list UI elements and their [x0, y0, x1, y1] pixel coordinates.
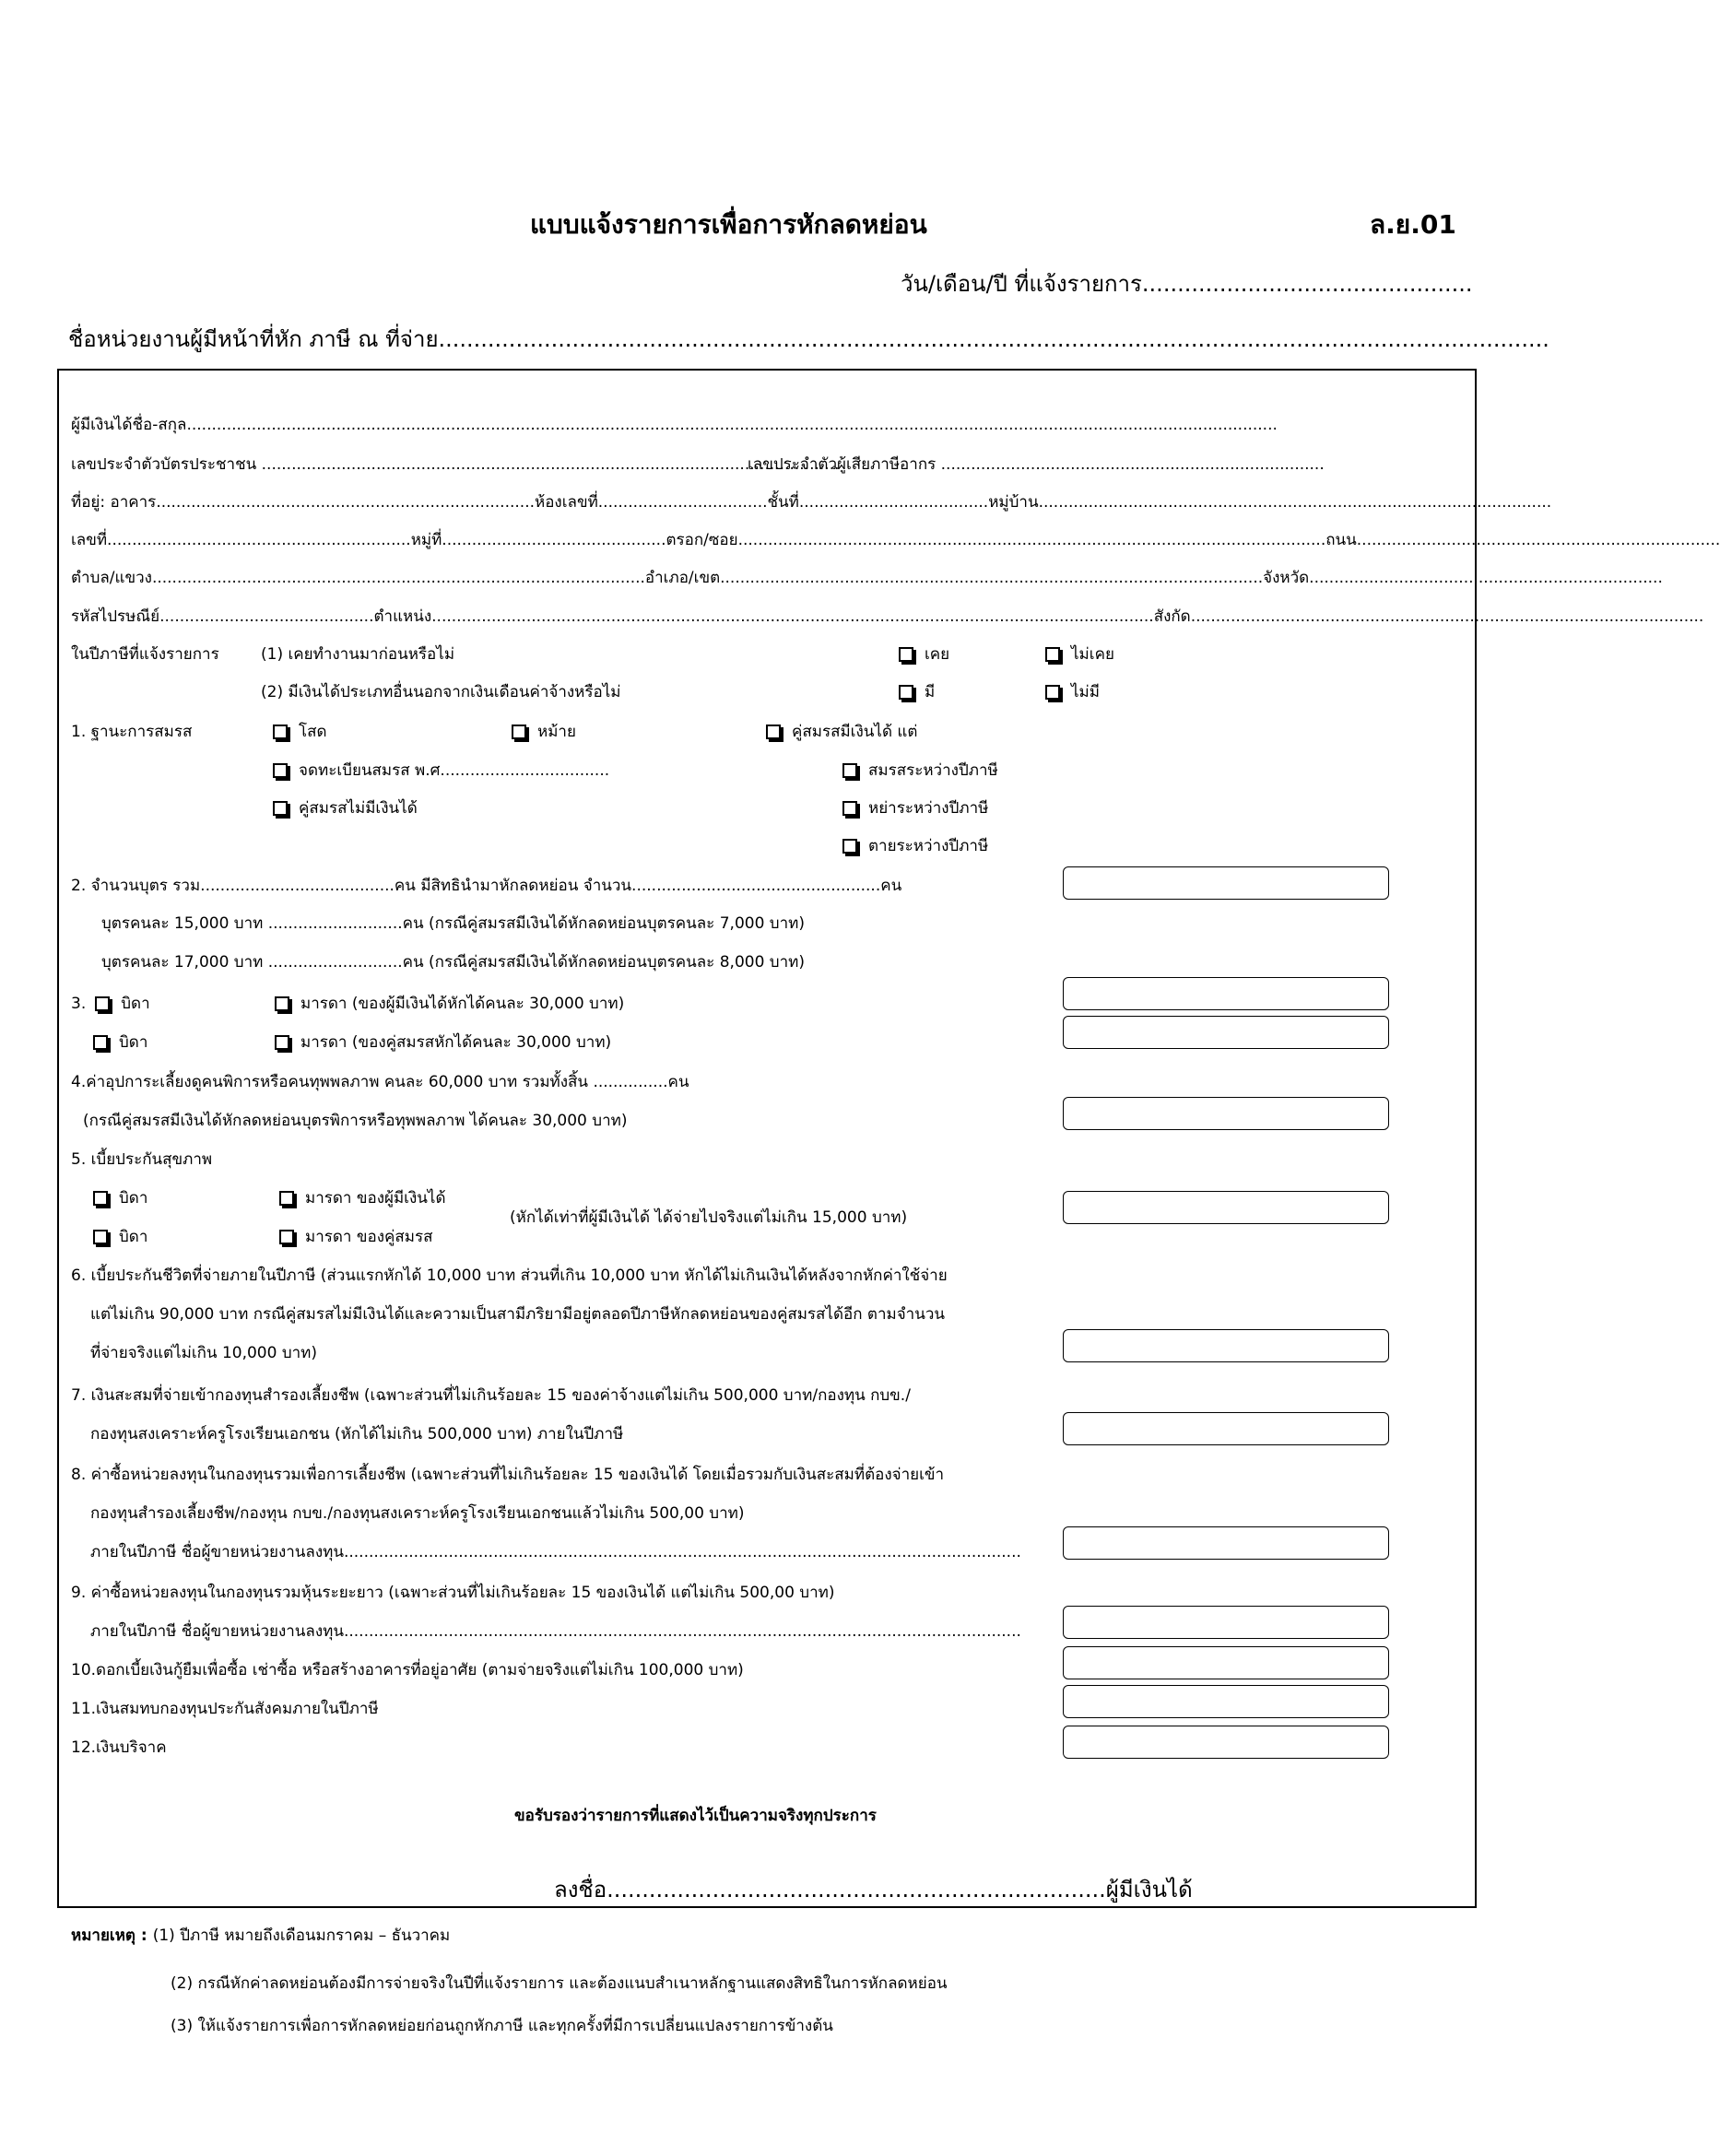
checkbox[interactable]	[899, 647, 913, 662]
q1-no-option[interactable]: ไม่เคย	[1045, 642, 1114, 666]
died-during-option[interactable]: ตายระหว่างปีภาษี	[842, 833, 988, 858]
form-code: ล.ย.01	[1370, 209, 1456, 240]
children-line-2[interactable]: บุตรคนละ 15,000 บาท ...........................คน (กรณีคู่สมรสมีเงินได้หักลดหย่อนบุตรคนละ 7,000 บาท)	[101, 914, 805, 933]
registered-option[interactable]: จดทะเบียนสมรส พ.ศ..................................	[273, 758, 609, 783]
form-title: แบบแจ้งรายการเพื่อการหักลดหย่อน	[530, 209, 927, 240]
question-1: (1) เคยทำงานมาก่อนหรือไม่	[261, 645, 455, 664]
checkbox[interactable]	[842, 801, 857, 816]
notes-line-1: หมายเหตุ : (1) ปีภาษี หมายถึงเดือนมกราคม – ธันวาคม	[71, 1926, 451, 1945]
amount-box-2[interactable]	[1063, 866, 1389, 900]
checkbox[interactable]	[275, 1035, 289, 1050]
checkbox[interactable]	[842, 763, 857, 778]
health-label: 5. เบี้ยประกันสุขภาพ	[71, 1150, 213, 1169]
amount-box-10[interactable]	[1063, 1646, 1389, 1679]
rmf-line-2: กองทุนสำรองเลี้ยงชีพ/กองทุน กบข./กองทุนสงเคราะห์ครูโรงเรียนเอกชนแล้วไม่เกิน 500,00 บาท)	[90, 1504, 745, 1523]
donation-line: 12.เงินบริจาค	[71, 1738, 167, 1757]
address-line-4[interactable]: รหัสไปรษณีย์...........................................ตำแหน่ง.................................................................................................................................................สังกัด.......................................................................................................	[71, 607, 1704, 626]
checkbox[interactable]	[93, 1191, 108, 1206]
certify-text: ขอรับรองว่ารายการที่แสดงไว้เป็นความจริงทุกประการ	[514, 1807, 877, 1825]
life-insurance-line-3: ที่จ่ายจริงแต่ไม่เกิน 10,000 บาท)	[90, 1344, 318, 1362]
health-mother-spouse-option[interactable]: มารดา ของคู่สมรส	[279, 1224, 432, 1249]
checkbox[interactable]	[275, 996, 289, 1011]
spouse-no-income-option[interactable]: คู่สมรสไม่มีเงินได้	[273, 795, 418, 820]
amount-box-8[interactable]	[1063, 1526, 1389, 1560]
checkbox[interactable]	[273, 763, 288, 778]
checkbox[interactable]	[1045, 685, 1060, 700]
checkbox[interactable]	[93, 1230, 108, 1244]
mother-spouse-option[interactable]: มารดา (ของคู่สมรสหักได้คนละ 30,000 บาท)	[275, 1030, 611, 1054]
question-2: (2) มีเงินได้ประเภทอื่นนอกจากเงินเดือนค่าจ้างหรือไม่	[261, 683, 621, 701]
parents-own-row: 3. บิดา	[71, 995, 150, 1013]
q2-yes-option[interactable]: มี	[899, 679, 935, 704]
disabled-line-1[interactable]: 4.ค่าอุปการะเลี้ยงดูคนพิการหรือคนทุพพลภาพ คนละ 60,000 บาท รวมทั้งสิ้น ...............คน	[71, 1073, 689, 1091]
rmf-line-3[interactable]: ภายในปีภาษี ชื่อผู้ขายหน่วยงานลงทุน........................................................................................................................................	[90, 1543, 1021, 1561]
q1-yes-option[interactable]: เคย	[899, 642, 949, 666]
amount-box-6[interactable]	[1063, 1329, 1389, 1362]
amount-box-7[interactable]	[1063, 1412, 1389, 1445]
health-note: (หักได้เท่าที่ผู้มีเงินได้ ได้จ่ายไปจริงแต่ไม่เกิน 15,000 บาท)	[510, 1208, 908, 1227]
married-during-option[interactable]: สมรสระหว่างปีภาษี	[842, 758, 998, 783]
children-line-3[interactable]: บุตรคนละ 17,000 บาท ...........................คน (กรณีคู่สมรสมีเงินได้หักลดหย่อนบุตรคนละ 8,000 บาท)	[101, 953, 805, 972]
name-field[interactable]: ผู้มีเงินได้ชื่อ-สกุล...........................................................................................................................................................................................................................	[71, 416, 1278, 434]
provident-line-1: 7. เงินสะสมที่จ่ายเข้ากองทุนสำรองเลี้ยงชีพ (เฉพาะส่วนที่ไม่เกินร้อยละ 15 ของค่าจ้างแต่ไม่เกิน 500,000 บาท/กองทุน กบข./	[71, 1386, 911, 1405]
health-mother-own-option[interactable]: มารดา ของผู้มีเงินได้	[279, 1185, 446, 1210]
life-insurance-line-2: แต่ไม่เกิน 90,000 บาท กรณีคู่สมรสไม่มีเงินได้และความเป็นสามีภริยามีอยู่ตลอดปีภาษีหักลดหย่อนของคู่สมรสได้อีก ตามจำนวน	[90, 1305, 945, 1324]
checkbox[interactable]	[93, 1035, 108, 1050]
tax-id-field[interactable]: เลขประจำตัวผู้เสียภาษีอากร .............................................................................	[748, 455, 1325, 474]
address-line-3[interactable]: ตำบล/แขวง...................................................................................................อำเภอ/เขต.............................................................................................................จังหวัด.......................................................................	[71, 569, 1663, 587]
checkbox[interactable]	[95, 996, 110, 1011]
spouse-income-option[interactable]: คู่สมรสมีเงินได้ แต่	[766, 719, 917, 744]
address-line-2[interactable]: เลขที่.............................................................หมู่ที่.............................................ตรอก/ซอย......................................................................................................................ถนน.........................................................................	[71, 531, 1720, 549]
id-card-field[interactable]: เลขประจำตัวบัตรประชาชน ....................................................................................................................	[71, 455, 840, 474]
notes-line-2: (2) กรณีหักค่าลดหย่อนต้องมีการจ่ายจริงในปีที่แจ้งรายการ และต้องแนบสำเนาหลักฐานแสดงสิทธิในการหักลดหย่อน	[171, 1974, 948, 1993]
amount-box-4[interactable]	[1063, 1097, 1389, 1130]
mother-own-option[interactable]: มารดา (ของผู้มีเงินได้หักได้คนละ 30,000 บาท)	[275, 991, 624, 1016]
checkbox[interactable]	[766, 725, 781, 739]
marital-label: 1. ฐานะการสมรส	[71, 723, 193, 741]
signature-field[interactable]: ลงชื่อ.......................................................................ผู้มีเงินได้	[554, 1877, 1193, 1903]
amount-box-5[interactable]	[1063, 1191, 1389, 1224]
checkbox[interactable]	[1045, 647, 1060, 662]
provident-line-2: กองทุนสงเคราะห์ครูโรงเรียนเอกชน (หักได้ไม่เกิน 500,000 บาท) ภายในปีภาษี	[90, 1425, 624, 1443]
checkbox[interactable]	[273, 725, 288, 739]
ltf-line-1: 9. ค่าซื้อหน่วยลงทุนในกองทุนรวมหุ้นระยะยาว (เฉพาะส่วนที่ไม่เกินร้อยละ 15 ของเงินได้ แต่ไม่เกิน 500,00 บาท)	[71, 1584, 835, 1602]
checkbox[interactable]	[273, 801, 288, 816]
q2-no-option[interactable]: ไม่มี	[1045, 679, 1100, 704]
checkbox[interactable]	[899, 685, 913, 700]
father-spouse-option[interactable]: บิดา	[93, 1030, 147, 1054]
amount-box-11[interactable]	[1063, 1685, 1389, 1718]
divorced-during-option[interactable]: หย่าระหว่างปีภาษี	[842, 795, 988, 820]
children-line-1[interactable]: 2. จำนวนบุตร รวม.......................................คน มีสิทธินำมาหักลดหย่อน จำนวน..................................................คน	[71, 877, 902, 895]
amount-box-3a[interactable]	[1063, 977, 1389, 1010]
date-field[interactable]: วัน/เดือน/ปี ที่แจ้งรายการ...............................................	[901, 271, 1473, 297]
social-security-line: 11.เงินสมทบกองทุนประกันสังคมภายในปีภาษี	[71, 1700, 379, 1718]
health-father-own-option[interactable]: บิดา	[93, 1185, 147, 1210]
address-line-1[interactable]: ที่อยู่: อาคาร............................................................................ห้องเลขที่..................................ชั้นที่......................................หมู่บ้าน.......................................................................................................	[71, 493, 1552, 512]
single-option[interactable]: โสด	[273, 719, 327, 744]
checkbox[interactable]	[279, 1191, 294, 1206]
checkbox[interactable]	[842, 839, 857, 854]
checkbox[interactable]	[279, 1230, 294, 1244]
checkbox[interactable]	[512, 725, 526, 739]
rmf-line-1: 8. ค่าซื้อหน่วยลงทุนในกองทุนรวมเพื่อการเลี้ยงชีพ (เฉพาะส่วนที่ไม่เกินร้อยละ 15 ของเงินได้ โดยเมื่อรวมกับเงินสะสมที่ต้องจ่ายเข้า	[71, 1466, 945, 1484]
health-father-spouse-option[interactable]: บิดา	[93, 1224, 147, 1249]
tax-year-label: ในปีภาษีที่แจ้งรายการ	[71, 645, 219, 664]
employer-field[interactable]: ชื่อหน่วยงานผู้มีหน้าที่หัก ภาษี ณ ที่จ่าย..............................................................................................................................................................	[68, 326, 1549, 352]
amount-box-3b[interactable]	[1063, 1016, 1389, 1049]
disabled-line-2: (กรณีคู่สมรสมีเงินได้หักลดหย่อนบุตรพิการหรือทุพพลภาพ ได้คนละ 30,000 บาท)	[83, 1112, 628, 1130]
amount-box-9[interactable]	[1063, 1606, 1389, 1639]
amount-box-12[interactable]	[1063, 1726, 1389, 1759]
notes-line-3: (3) ให้แจ้งรายการเพื่อการหักลดหย่อยก่อนถูกหักภาษี และทุกครั้งที่มีการเปลี่ยนแปลงรายการข้างต้น	[171, 2017, 833, 2035]
ltf-line-2[interactable]: ภายในปีภาษี ชื่อผู้ขายหน่วยงานลงทุน........................................................................................................................................	[90, 1622, 1021, 1641]
widowed-option[interactable]: หม้าย	[512, 719, 576, 744]
life-insurance-line-1: 6. เบี้ยประกันชีวิตที่จ่ายภายในปีภาษี (ส่วนแรกหักได้ 10,000 บาท ส่วนที่เกิน 10,000 บาท หักได้ไม่เกินเงินได้หลังจากหักค่าใช้จ่าย	[71, 1267, 948, 1285]
interest-line: 10.ดอกเบี้ยเงินกู้ยืมเพื่อซื้อ เช่าซื้อ หรือสร้างอาคารที่อยู่อาศัย (ตามจ่ายจริงแต่ไม่เกิน 100,000 บาท)	[71, 1661, 744, 1679]
